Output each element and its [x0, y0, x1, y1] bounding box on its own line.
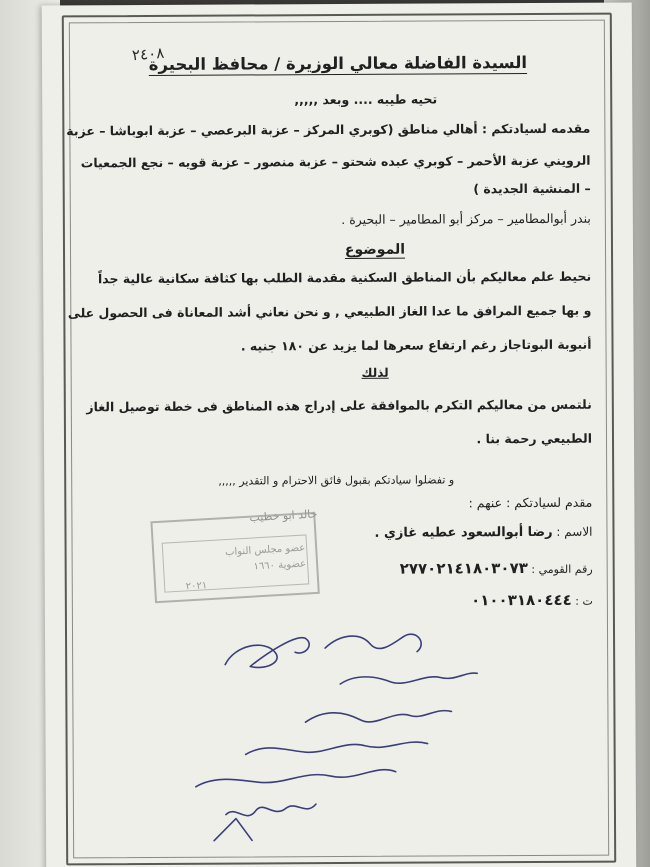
subject-line-1: نحيط علم معاليكم بأن المناطق السكنية مقدمة الطلب بها كثافة سكانية عالية جداً [97, 268, 592, 287]
closing-line: و تفضلوا سيادتكم بقبول فائق الاحترام و التقدير ,,,,, [218, 473, 455, 488]
name-value: رضا أبوالسعود عطيه غازي . [374, 524, 553, 541]
handwriting-stroke-3 [340, 673, 477, 684]
handwriting-stroke-2 [325, 634, 421, 652]
name-label: الاسم : [556, 524, 593, 539]
phone-label: ت : [575, 594, 593, 608]
subject-line-3: أنبوبة البوتاجاز رغم ارتفاع سعرها لما يزيد عن ١٨٠ جنيه . [240, 336, 592, 354]
handwriting-stroke-6 [196, 770, 396, 787]
handwriting-stroke-8 [214, 818, 252, 840]
subject-line-2: و بها جميع المرافق ما عدا الغاز الطبيعي , و نحن نعاني أشد المعاناة فى الحصول على [67, 302, 592, 321]
stamp-header: خالد ابو خطيب [249, 507, 318, 525]
intro-line-3: – المنشية الجديدة ) [473, 180, 591, 197]
handwriting-stroke-1 [225, 638, 309, 668]
handwritten-annotation [155, 603, 516, 845]
intro-line-4: بندر أبوالمطامير – مركز أبو المطامير – البحيرة . [341, 210, 591, 227]
handwritten-number: ٢٤٠٨ [131, 43, 165, 65]
id-row [400, 559, 593, 578]
greeting: تحيه طيبه .... وبعد ,,,,, [294, 91, 438, 108]
stamp-line-1: عضو مجلس النواب [224, 542, 306, 559]
phone-value: ٠١٠٠٣١٨٠٤٤٤ [471, 590, 572, 610]
request-line-1: نلتمس من معاليكم التكرم بالموافقة على إدراج هذه المناطق فى خطة توصيل الغاز [86, 396, 592, 415]
subject-heading: الموضوع [344, 241, 406, 258]
handwriting-stroke-7 [226, 804, 316, 816]
stamp-line-2: عضوية ١٦٦٠ [253, 558, 307, 573]
letter-content [42, 2, 637, 867]
handwriting-stroke-4 [305, 711, 451, 723]
id-label: رقم القومي : [531, 562, 593, 576]
intro-line-2: الرويني عزبة الأحمر – كوبري عبده شحتو – عزبة منصور – عزبة قويه – نجع الجمعيات [80, 152, 591, 171]
intro-line-1: مقدمه لسيادتكم : أهالي مناطق (كوبري المركز – عزبة البرعصي – عزبة ابوباشا – عزبة [66, 120, 591, 139]
official-stamp [150, 512, 319, 603]
request-line-2: الطبيعي رحمة بنا . [476, 430, 593, 447]
id-value: ٢٧٧٠٢١٤١٨٠٣٠٧٣ [399, 559, 528, 578]
handwriting-stroke-5 [246, 742, 428, 754]
submitted-by: مقدم لسيادتكم : عنهم : [468, 494, 593, 511]
letter-page [42, 2, 637, 867]
stamp-line-3: ٢٠٢١ [185, 580, 208, 593]
name-row [374, 525, 592, 541]
therefore-heading: لذلك [361, 365, 389, 380]
letter-title: السيدة الفاضلة معالي الوزيرة / محافظ البحيرة [148, 53, 528, 74]
